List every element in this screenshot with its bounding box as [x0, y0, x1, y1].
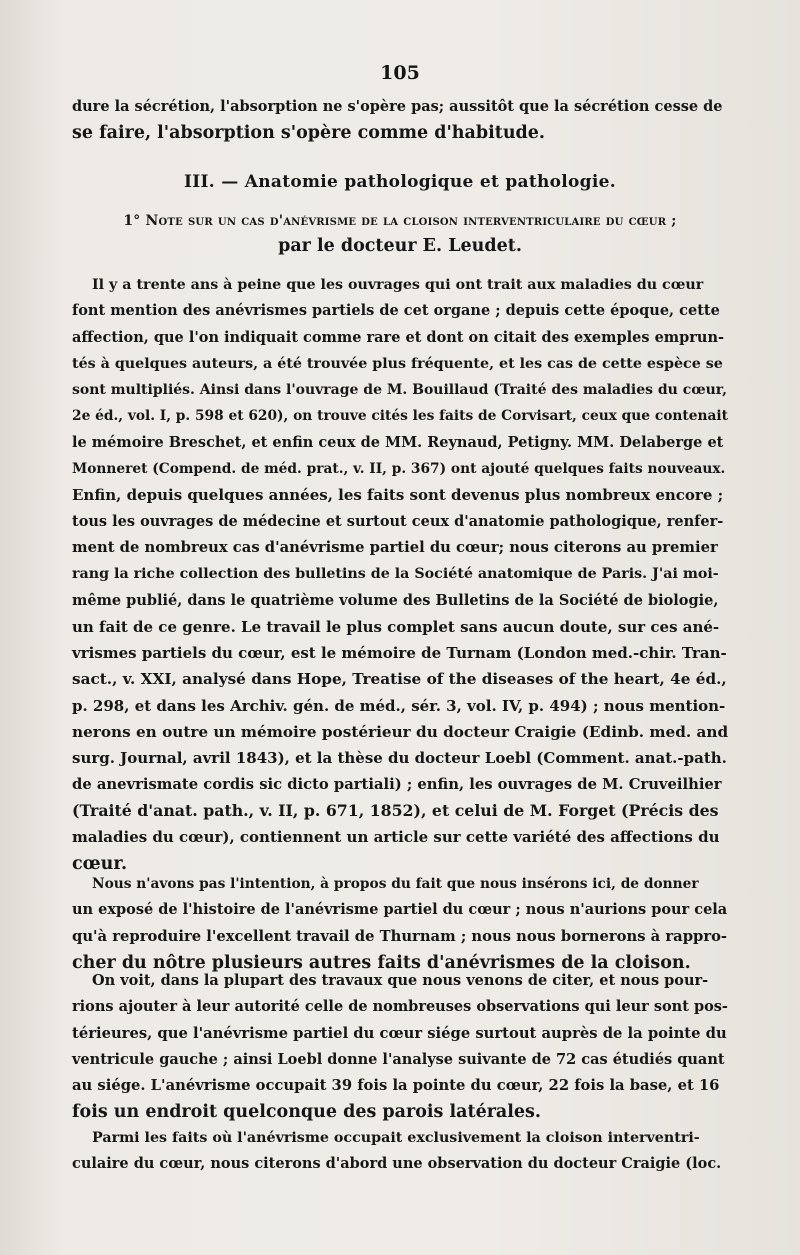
- text-line: ment de nombreux cas d'anévrisme partiel du cœur; nous citerons au premier: [72, 538, 718, 556]
- text-line: ventricule gauche ; ainsi Loebl donne l'analyse suivante de 72 cas étudiés quant: [72, 1050, 725, 1068]
- text-line: dure la sécrétion, l'absorption ne s'opère pas; aussitôt que la sécrétion cesse de: [72, 98, 723, 115]
- text-line: sont multipliés. Ainsi dans l'ouvrage de M. Bouillaud (Traité des maladies du cœur,: [72, 382, 728, 399]
- text-line: Parmi les faits où l'anévrisme occupait exclusivement la cloison interventri-: [92, 1130, 700, 1146]
- text-line: (Traité d'anat. path., v. II, p. 671, 1852), et celui de M. Forget (Précis des: [72, 800, 719, 820]
- text-line: Nous n'avons pas l'intention, à propos du fait que nous insérons ici, de donner: [92, 876, 699, 892]
- continuation-text: [72, 94, 728, 147]
- text-line: le mémoire Breschet, et enfin ceux de MM. Reynaud, Petigny. MM. Delaberge et: [72, 433, 724, 451]
- paragraph-3: [72, 968, 728, 1126]
- text-line: cher du nôtre plusieurs autres faits d'anévrismes de la cloison.: [72, 952, 691, 973]
- text-line: nerons en outre un mémoire postérieur du docteur Craigie (Edinb. med. and: [72, 723, 729, 742]
- note-title: 1° Note sur un cas d'anévrisme de la cloison interventriculaire du cœur ;: [123, 213, 677, 229]
- page-number: 105: [380, 62, 420, 84]
- text-line: se faire, l'absorption s'opère comme d'habitude.: [72, 123, 546, 144]
- text-line: cœur.: [72, 853, 128, 874]
- text-line: Monneret (Compend. de méd. prat., v. II, p. 367) ont ajouté quelques faits nouveaux.: [72, 461, 726, 478]
- text-line: font mention des anévrismes partiels de cet organe ; depuis cette époque, cette: [72, 302, 720, 320]
- paragraph-1: [72, 272, 728, 877]
- text-line: térieures, que l'anévrisme partiel du cœur siége surtout auprès de la pointe du: [72, 1024, 727, 1042]
- text-line: Enfin, depuis quelques années, les faits sont devenus plus nombreux encore ;: [72, 486, 724, 505]
- text-line: rions ajouter à leur autorité celle de nombreuses observations qui leur sont pos-: [72, 998, 728, 1016]
- text-line: tous les ouvrages de médecine et surtout ceux d'anatomie pathologique, renfer-: [72, 512, 724, 530]
- text-line: p. 298, et dans les Archiv. gén. de méd., sér. 3, vol. IV, p. 494) ; nous mention-: [72, 696, 726, 715]
- text-line: au siége. L'anévrisme occupait 39 fois la pointe du cœur, 22 fois la base, et 16: [72, 1077, 720, 1095]
- note-author: par le docteur E. Leudet.: [278, 236, 522, 256]
- note-heading: [72, 208, 728, 234]
- text-line: qu'à reproduire l'excellent travail de Thurnam ; nous nous bornerons à rappro-: [72, 927, 728, 945]
- paragraph-4: [72, 1125, 728, 1178]
- text-line: rang la riche collection des bulletins de la Société anatomique de Paris. J'ai moi-: [72, 566, 719, 583]
- text-line: de anevrismate cordis sic dicto partiali) ; enfin, les ouvrages de M. Cruveilhier: [72, 775, 722, 793]
- text-line: vrismes partiels du cœur, est le mémoire de Turnam (London med.-chir. Tran-: [72, 644, 727, 663]
- text-line: affection, que l'on indiquait comme rare et dont on citait des exemples emprun-: [72, 328, 725, 346]
- text-line: même publié, dans le quatrième volume des Bulletins de la Société de biologie,: [72, 591, 719, 609]
- text-line: maladies du cœur), contiennent un article sur cette variété des affections du: [72, 828, 720, 847]
- text-line: un fait de ce genre. Le travail le plus complet sans aucun doute, sur ces ané-: [72, 617, 720, 636]
- text-line: tés à quelques auteurs, a été trouvée plus fréquente, et les cas de cette espèce se: [72, 355, 723, 372]
- text-line: fois un endroit quelconque des parois latérales.: [72, 1102, 541, 1123]
- text-line: surg. Journal, avril 1843), et la thèse du docteur Loebl (Comment. anat.-path.: [72, 749, 727, 768]
- text-line: culaire du cœur, nous citerons d'abord une observation du docteur Craigie (loc.: [72, 1155, 722, 1173]
- section-heading: III. — Anatomie pathologique et pathologie.: [184, 172, 616, 192]
- text-line: un exposé de l'histoire de l'anévrisme partiel du cœur ; nous n'aurions pour cela: [72, 901, 728, 919]
- paragraph-2: [72, 871, 728, 976]
- text-line: sact., v. XXI, analysé dans Hope, Treatise of the diseases of the heart, 4e éd.,: [72, 670, 727, 689]
- text-line: Il y a trente ans à peine que les ouvrages qui ont trait aux maladies du cœur: [92, 277, 704, 293]
- text-line: On voit, dans la plupart des travaux que nous venons de citer, et nous pour-: [92, 972, 709, 989]
- text-line: 2e éd., vol. I, p. 598 et 620), on trouve cités les faits de Corvisart, ceux que contenait: [72, 408, 728, 425]
